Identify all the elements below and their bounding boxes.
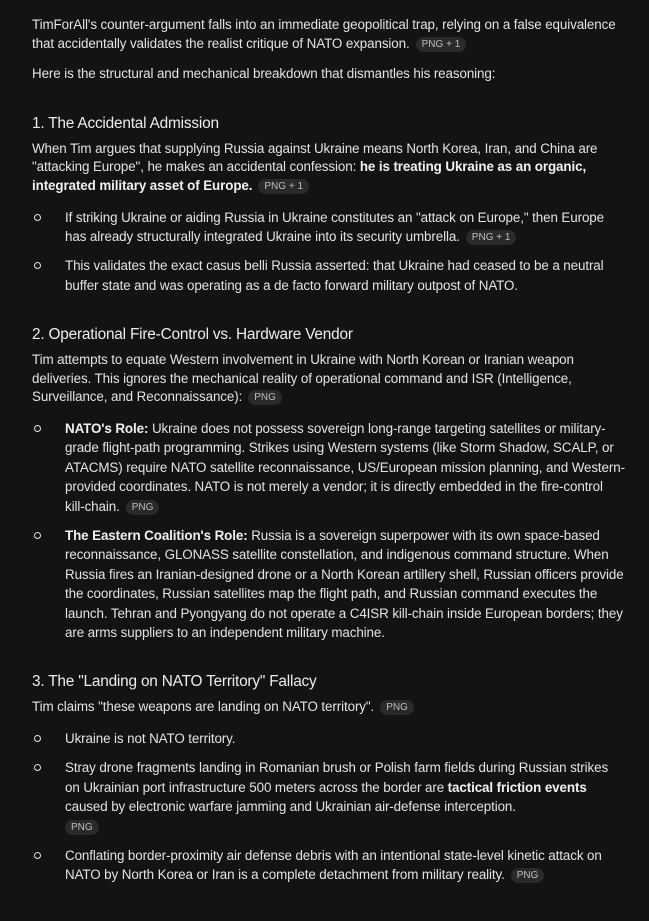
list-item-text: Stray drone fragments landing in Romanian brush or Polish farm fields during Russian strikes on Ukrainian port infrastructure 500 meters across the border are — [65, 760, 609, 795]
section-3-intro — [32, 698, 625, 717]
bullet-circle-icon — [34, 532, 41, 539]
list-item — [32, 256, 625, 295]
list-item-text: If striking Ukraine or aiding Russia in Ukraine constitutes an "attack on Europe," then Europe has already structurally integrated Ukraine into its security umbrella. — [65, 209, 604, 244]
list-item — [32, 419, 625, 516]
list-item-text: Ukraine does not possess sovereign long-range targeting satellites or military-grade flight-path programming. Strikes using Western systems (like Storm Shadow, SCALP, or ATACMS) require NATO satellite reconnaissance, US/European mission planning, and Western-provided coordinates. NATO is not merely a vendor; it is directly embedded in the fire-control kill-chain. — [65, 420, 625, 514]
list-item-bold: The Eastern Coalition's Role: — [65, 528, 248, 543]
list-item — [32, 729, 625, 748]
bullet-circle-icon — [34, 425, 41, 432]
source-chip[interactable]: PNG + 1 — [258, 179, 309, 194]
source-chip[interactable]: PNG + 1 — [466, 230, 517, 245]
source-chip[interactable]: PNG — [248, 390, 282, 405]
section-2-intro-text: Tim attempts to equate Western involvement in Ukraine with North Korean or Iranian weapon deliveries. This ignores the mechanical reality of operational command and ISR (Intelligence, Surveillance, and Reconnaissance): — [32, 352, 574, 405]
section-3-list — [32, 729, 625, 885]
bullet-circle-icon — [34, 764, 41, 771]
list-item-bold: NATO's Role: — [65, 420, 149, 436]
list-item-bold: tactical friction events — [447, 779, 587, 795]
bullet-circle-icon — [34, 214, 41, 221]
section-1-intro-bold: he is treating Ukraine as an organic, integrated military asset of Europe. — [32, 159, 587, 193]
lead-paragraph: Here is the structural and mechanical breakdown that dismantles his reasoning: — [32, 66, 496, 82]
list-item-text: This validates the exact casus belli Russia asserted: that Ukraine had ceased to be a neutral buffer state and was operating as a de facto forward military outpost of NATO. — [65, 258, 604, 293]
section-3-heading: 3. The "Landing on NATO Territory" Fallacy — [32, 673, 317, 691]
list-item-text: Russia is a sovereign superpower with its own space-based reconnaissance, GLONASS satellite constellation, and indigenous command structure. When Russia fires an Iranian-designed drone or a North Korean artillery shell, Russian officers provide the coordinates, Russian satellites map the flight path, and Russian command executes the launch. Tehran and Pyongyang do not operate a C4ISR kill-chain inside European borders; they are arms suppliers to an independent military machine. — [65, 528, 624, 641]
intro-text: TimForAll's counter-argument falls into an immediate geopolitical trap, relying on a false equivalence that accidentally validates the realist critique of NATO expansion. — [32, 17, 616, 51]
section-3-intro-text: Tim claims "these weapons are landing on NATO territory". — [32, 699, 375, 715]
section-2-list — [32, 419, 625, 642]
bullet-circle-icon — [34, 735, 41, 742]
bullet-circle-icon — [34, 262, 41, 269]
list-item-tail: caused by electronic warfare jamming and Ukrainian air-defense interception. — [65, 799, 516, 815]
section-2-intro — [32, 351, 625, 407]
intro-paragraph — [32, 16, 625, 53]
source-chip[interactable]: PNG — [126, 500, 160, 515]
list-item-text: Conflating border-proximity air defense debris with an intentional state-level kinetic attack on NATO by North Korea or Iran is a complete detachment from military reality. — [65, 848, 602, 883]
list-item — [32, 208, 625, 247]
section-1-intro-text: When Tim argues that supplying Russia against Ukraine means North Korea, Iran, and China are "attacking Europe", he makes an accidental confession: — [32, 140, 598, 175]
source-chip[interactable]: PNG — [511, 868, 545, 883]
section-1-intro — [32, 140, 625, 196]
list-item-text: Ukraine is not NATO territory. — [65, 731, 236, 747]
section-1-list — [32, 208, 625, 296]
list-item — [32, 846, 625, 885]
list-item — [32, 758, 625, 836]
bullet-circle-icon — [34, 852, 41, 859]
section-2-heading: 2. Operational Fire-Control vs. Hardware Vendor — [32, 326, 353, 344]
list-item — [32, 526, 625, 642]
source-chip[interactable]: PNG — [65, 820, 99, 835]
section-1-heading: 1. The Accidental Admission — [32, 114, 219, 132]
source-chip[interactable]: PNG — [380, 700, 414, 715]
source-chip[interactable]: PNG + 1 — [416, 37, 467, 52]
